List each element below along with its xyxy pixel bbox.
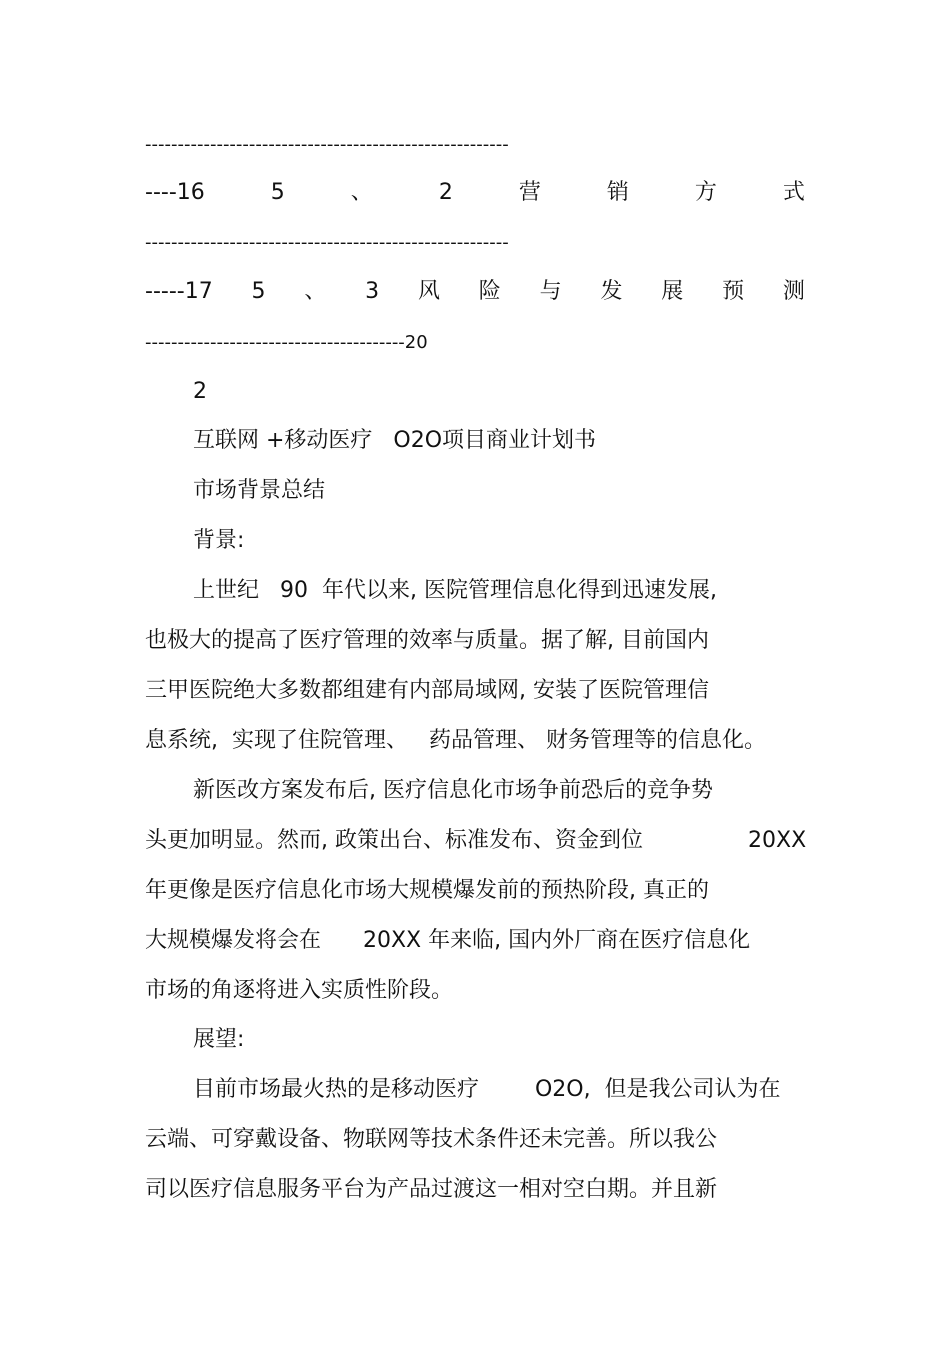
toc-separator: 、: [304, 279, 327, 304]
toc-dash-line: ----------------------------------------20: [145, 332, 428, 353]
paragraph-line: 大规模爆发将会在 20XX 年来临, 国内外厂商在医疗信息化: [145, 928, 751, 953]
paragraph-line: 目前市场最火热的是移动医疗 O2O, 但是我公司认为在: [193, 1077, 781, 1102]
toc-chapter: 5: [251, 279, 266, 304]
paragraph-line: 三甲医院绝大多数都组建有内部局域网, 安装了医院管理信: [145, 678, 709, 703]
outlook-heading: 展望:: [193, 1027, 245, 1052]
toc-chapter: 5: [270, 180, 285, 205]
paragraph-line: 年更像是医疗信息化市场大规模爆发前的预热阶段, 真正的: [145, 878, 709, 903]
paragraph-line-end: 20XX: [748, 828, 807, 853]
paragraph-line: 市场的角逐将进入实质性阶段。: [145, 978, 454, 1003]
toc-entry-5-2: [145, 180, 805, 206]
toc-title-char: 展: [661, 279, 684, 304]
toc-title-char: 销: [606, 180, 629, 205]
document-title: 互联网 +移动医疗 O2O项目商业计划书: [193, 428, 597, 453]
paragraph-line: 头更加明显。然而, 政策出台、标准发布、资金到位: [145, 828, 643, 853]
toc-title-char: 方: [694, 180, 717, 205]
toc-title-char: 险: [478, 279, 501, 304]
toc-separator: 、: [350, 180, 373, 205]
toc-page-number: -----17: [145, 279, 213, 304]
paragraph-line: 云端、可穿戴设备、物联网等技术条件还未完善。所以我公: [145, 1127, 718, 1152]
toc-entry-5-3: [145, 279, 805, 305]
toc-title-char: 预: [722, 279, 745, 304]
toc-title-char: 式: [782, 180, 805, 205]
paragraph-line: 也极大的提高了医疗管理的效率与质量。据了解, 目前国内: [145, 628, 709, 653]
paragraph-line: 司以医疗信息服务平台为产品过渡这一相对空白期。并且新: [145, 1177, 718, 1202]
toc-title-char: 风: [417, 279, 440, 304]
toc-title-char: 与: [539, 279, 562, 304]
toc-section: 3: [365, 279, 380, 304]
paragraph-line: 新医改方案发布后, 医疗信息化市场争前恐后的竞争势: [193, 778, 713, 803]
toc-dash-line: --------------------------------------------------------: [145, 232, 509, 253]
toc-page-number: ----16: [145, 180, 205, 205]
section-title: 市场背景总结: [193, 478, 326, 503]
toc-title-char: 发: [600, 279, 623, 304]
toc-dash-line: --------------------------------------------------------: [145, 134, 509, 155]
paragraph-line: 上世纪 90 年代以来, 医院管理信息化得到迅速发展,: [193, 578, 717, 603]
page-number: 2: [193, 379, 207, 404]
toc-section: 2: [438, 180, 453, 205]
background-heading: 背景:: [193, 528, 245, 553]
paragraph-line: 息系统, 实现了住院管理、 药品管理、 财务管理等的信息化。: [145, 728, 766, 753]
toc-title-char: 测: [782, 279, 805, 304]
toc-title-char: 营: [518, 180, 541, 205]
